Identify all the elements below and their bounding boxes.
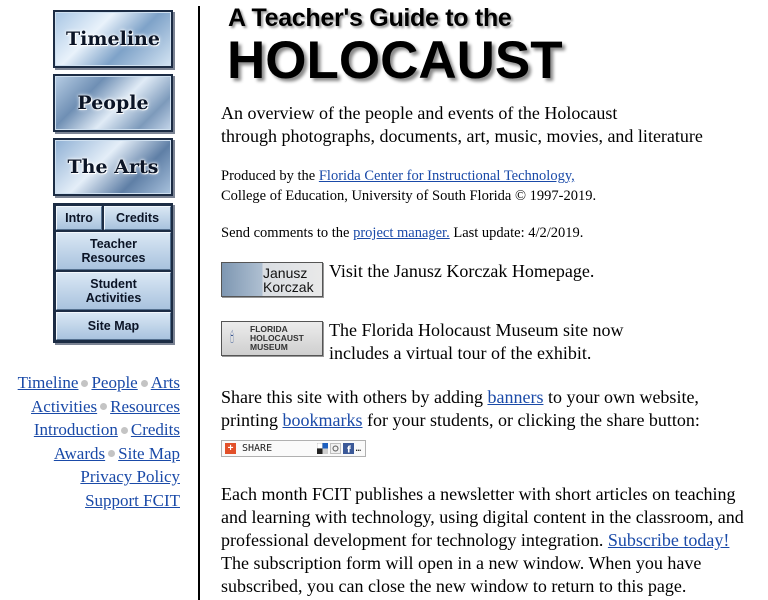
facebook-icon <box>343 443 354 454</box>
newsletter-line: Each month FCIT publishes a newsletter with short articles on teaching <box>221 484 736 504</box>
last-update: Last update: 4/2/2019. <box>449 225 584 241</box>
share-text: printing <box>221 410 283 430</box>
intro-button[interactable] <box>56 206 102 230</box>
overview-line: through photographs, documents, art, music, movies, and literature <box>221 126 703 146</box>
newsletter-line: subscribed, you can close the new window to return to this page. <box>221 576 687 596</box>
plus-icon: + <box>225 443 236 454</box>
producer-prefix: Produced by the <box>221 168 319 184</box>
timeline-nav-button[interactable] <box>53 10 173 68</box>
korczak-banner[interactable] <box>221 262 323 297</box>
bullet-icon <box>108 450 115 457</box>
korczak-banner-text <box>263 266 314 294</box>
arts-nav-button[interactable] <box>53 138 173 196</box>
support-fcit-link[interactable]: Support FCIT <box>85 490 180 510</box>
korczak-promo <box>221 262 594 297</box>
bookmarks-link[interactable]: bookmarks <box>282 410 363 430</box>
svg-text:f: f <box>346 445 351 454</box>
museum-banner-line: HOLOCAUST <box>250 333 304 343</box>
timeline-link[interactable]: Timeline <box>17 373 79 392</box>
site-overview <box>221 102 768 148</box>
timeline-nav-label: Timeline <box>66 28 160 50</box>
student-activities-button[interactable] <box>56 272 171 310</box>
share-text: for your students, or clicking the share button: <box>362 410 700 430</box>
newsletter-line: professional development for technology integration. <box>221 530 608 550</box>
credits-button-label: Credits <box>115 211 160 225</box>
museum-promo-line: includes a virtual tour of the exhibit. <box>329 343 592 363</box>
museum-banner-line: MUSEUM <box>250 342 288 352</box>
site-map-link[interactable]: Site Map <box>118 443 180 463</box>
intro-button-label: Intro <box>65 211 93 225</box>
people-nav-label: People <box>77 92 149 114</box>
resources-link[interactable]: Resources <box>110 396 180 416</box>
logo-subtitle: A Teacher's Guide to the <box>228 4 512 32</box>
flame-icon: 🕯 <box>230 330 234 346</box>
people-nav-button[interactable] <box>53 74 173 132</box>
more-services-icon: … <box>355 443 361 454</box>
credits-button[interactable] <box>104 206 171 230</box>
museum-banner-line: FLORIDA <box>250 324 288 334</box>
vertical-divider <box>198 6 200 600</box>
korczak-promo-text[interactable]: Visit the Janusz Korczak Homepage. <box>329 261 595 281</box>
bullet-icon <box>100 403 107 410</box>
site-map-button[interactable] <box>56 312 171 340</box>
banners-link[interactable]: banners <box>487 387 544 407</box>
museum-banner-text <box>250 325 304 352</box>
student-activities-label: Student Activities <box>85 277 142 305</box>
museum-promo-line: The Florida Holocaust Museum site now <box>329 320 624 340</box>
share-button[interactable] <box>221 440 366 457</box>
overview-line: An overview of the people and events of the Holocaust <box>221 103 618 123</box>
credits-link[interactable]: Credits <box>130 420 180 439</box>
museum-promo-text[interactable] <box>329 319 623 365</box>
activities-link[interactable]: Activities <box>31 396 98 416</box>
delicious-icon <box>317 443 328 454</box>
producer-credit <box>221 166 768 206</box>
bullet-icon <box>121 427 128 434</box>
text-link-menu <box>18 371 180 512</box>
museum-banner[interactable] <box>221 321 323 356</box>
left-navigation <box>0 0 196 600</box>
share-text: Share this site with others by adding <box>221 387 488 407</box>
logo-title: HOLOCAUST <box>227 31 563 90</box>
digg-icon <box>330 443 341 454</box>
newsletter-line: and learning with technology, using digital content in the classroom, and <box>221 507 744 527</box>
site-map-label: Site Map <box>87 319 140 333</box>
bullet-icon <box>81 380 88 387</box>
share-text: to your own website, <box>543 387 699 407</box>
people-link[interactable]: People <box>91 373 138 392</box>
fcit-link[interactable]: Florida Center for Instructional Technology, <box>318 168 575 184</box>
teacher-resources-button[interactable] <box>56 232 171 270</box>
teacher-resources-label: Teacher Resources <box>81 237 146 265</box>
awards-link[interactable]: Awards <box>53 443 106 463</box>
korczak-banner-line: Janusz <box>263 264 308 281</box>
bullet-icon <box>141 380 148 387</box>
college-credit: College of Education, University of South Florida © 1997-2019. <box>221 188 597 204</box>
museum-promo <box>221 321 623 365</box>
project-manager-link[interactable]: project manager. <box>353 225 450 241</box>
share-paragraph <box>221 386 768 432</box>
share-button-label: SHARE <box>242 443 273 454</box>
newsletter-paragraph <box>221 483 768 598</box>
privacy-policy-link[interactable]: Privacy Policy <box>80 467 180 486</box>
arts-link[interactable]: Arts <box>150 373 180 392</box>
korczak-banner-line: Korczak <box>263 278 314 295</box>
comments-prefix: Send comments to the <box>221 225 354 241</box>
newsletter-line: The subscription form will open in a new window. When you have <box>221 553 702 573</box>
subscribe-link[interactable]: Subscribe today! <box>607 530 730 550</box>
introduction-link[interactable]: Introduction <box>33 420 118 439</box>
arts-nav-label: The Arts <box>67 156 159 178</box>
nav-button-panel <box>53 203 173 343</box>
comments-line <box>221 223 768 243</box>
share-service-icons <box>317 443 361 454</box>
